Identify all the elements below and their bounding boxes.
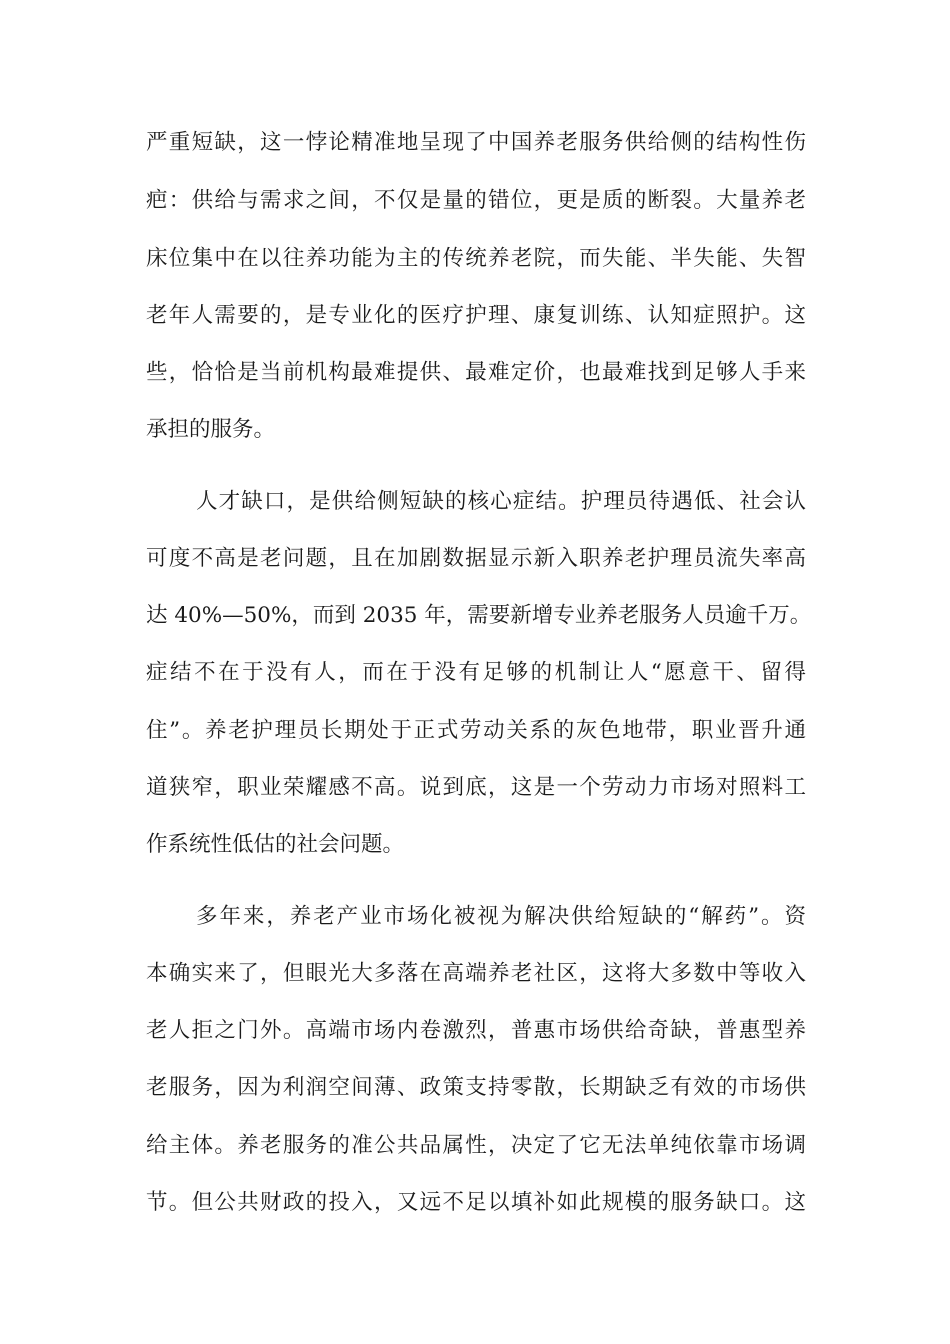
paragraph-line: 老人拒之门外。高端市场内卷激烈，普惠市场供给奇缺，普惠型养 <box>146 1018 806 1043</box>
paragraph-line: 给主体。养老服务的准公共品属性，决定了它无法单纯依靠市场调 <box>146 1133 806 1158</box>
paragraph-line: 床位集中在以往养功能为主的传统养老院，而失能、半失能、失智 <box>146 246 806 271</box>
paragraph-line: 症结不在于没有人，而在于没有足够的机制让人“愿意干、留得 <box>146 660 806 685</box>
paragraph-line: 达 40%—50%，而到 2035 年，需要新增专业养老服务人员逾千万。 <box>146 603 812 628</box>
paragraph-line: 承担的服务。 <box>146 417 276 442</box>
paragraph-line: 作系统性低估的社会问题。 <box>146 832 405 857</box>
paragraph-line: 多年来，养老产业市场化被视为解决供给短缺的“解药”。资 <box>196 904 806 929</box>
paragraph-line: 疤：供给与需求之间，不仅是量的错位，更是质的断裂。大量养老 <box>146 188 806 213</box>
paragraph-line: 些，恰恰是当前机构最难提供、最难定价，也最难找到足够人手来 <box>146 360 806 385</box>
paragraph-line: 节。但公共财政的投入，又远不足以填补如此规模的服务缺口。这 <box>146 1190 806 1215</box>
paragraph-line: 人才缺口，是供给侧短缺的核心症结。护理员待遇低、社会认 <box>196 489 806 514</box>
paragraph-line: 老年人需要的，是专业化的医疗护理、康复训练、认知症照护。这 <box>146 303 806 328</box>
paragraph-line: 住”。养老护理员长期处于正式劳动关系的灰色地带，职业晋升通 <box>146 718 806 743</box>
paragraph-line: 道狭窄，职业荣耀感不高。说到底，这是一个劳动力市场对照料工 <box>146 775 806 800</box>
paragraph-line: 严重短缺，这一悖论精准地呈现了中国养老服务供给侧的结构性伤 <box>146 130 806 155</box>
paragraph-line: 可度不高是老问题，且在加剧数据显示新入职养老护理员流失率高 <box>146 546 806 571</box>
paragraph-line: 老服务，因为利润空间薄、政策支持零散，长期缺乏有效的市场供 <box>146 1075 806 1100</box>
paragraph-line: 本确实来了，但眼光大多落在高端养老社区，这将大多数中等收入 <box>146 961 806 986</box>
